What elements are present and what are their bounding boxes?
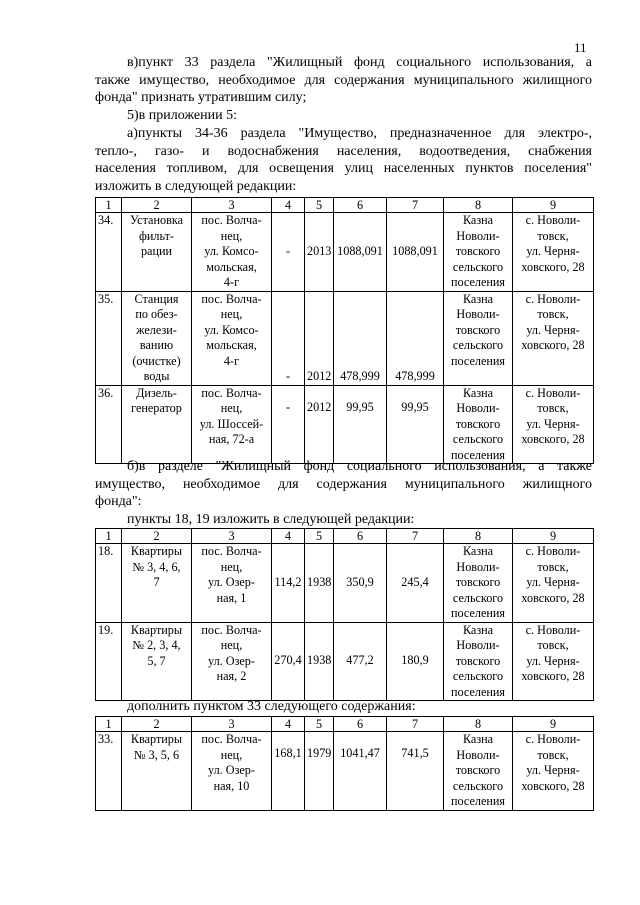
depreciation-value: 741,5 (387, 732, 444, 811)
property-holder: Казна Новоли- товского сельского поселения (444, 291, 513, 385)
paragraph-item-v (95, 54, 592, 107)
table-header-row (96, 529, 594, 544)
property-holder: Казна Новоли- товского сельского поселения (444, 622, 513, 701)
holder-address: с. Новоли- товск, ул. Черня- ховского, 28 (513, 213, 594, 292)
text-line: изложить в следующей редакции: (95, 178, 297, 194)
header-cell: 9 (513, 529, 594, 544)
text-line: б)в разделе "Жилищный фонд социального использования, а также (127, 459, 592, 474)
depreciation-value: 180,9 (387, 622, 444, 701)
holder-address: с. Новоли- товск, ул. Черня- ховского, 28 (513, 544, 594, 623)
property-name: Квартиры № 2, 3, 4, 5, 7 (122, 622, 192, 701)
book-value: 478,999 (334, 291, 387, 385)
depreciation-value: 1088,091 (387, 213, 444, 292)
text-line: населения топливом, для освещения улиц населенных пунктов поселения" (95, 161, 592, 177)
holder-address: с. Новоли- товск, ул. Черня- ховского, 28 (513, 732, 594, 811)
holder-address: с. Новоли- товск, ул. Черня- ховского, 28 (513, 291, 594, 385)
text-line: а)пункты 34-36 раздела "Имущество, предназначенное для электро-, (127, 126, 592, 141)
header-cell: 6 (334, 529, 387, 544)
property-address: пос. Волча- нец, ул. Озер- ная, 10 (192, 732, 272, 811)
property-holder: Казна Новоли- товского сельского поселения (444, 385, 513, 464)
property-holder: Казна Новоли- товского сельского поселения (444, 544, 513, 623)
header-cell: 1 (96, 717, 122, 732)
depreciation-value: 478,999 (387, 291, 444, 385)
text-line: пункты 18, 19 изложить в следующей редакции: (127, 512, 415, 527)
header-cell: 8 (444, 717, 513, 732)
property-name: Станция по обез- желези- ванию (очистке) воды (122, 291, 192, 385)
property-area: 168,1 (272, 732, 305, 811)
property-holder: Казна Новоли- товского сельского поселения (444, 732, 513, 811)
row-number: 35. (96, 291, 122, 385)
table-row (96, 291, 594, 385)
row-number: 34. (96, 213, 122, 292)
header-cell: 8 (444, 529, 513, 544)
property-year: 1938 (305, 622, 334, 701)
book-value: 99,95 (334, 385, 387, 464)
text-line: в)пункт 33 раздела "Жилищный фонд социального использования, а (127, 55, 592, 70)
header-cell: 4 (272, 529, 305, 544)
property-area: 114,2 (272, 544, 305, 623)
row-number: 19. (96, 622, 122, 701)
paragraph-items-18-19 (95, 511, 592, 529)
header-cell: 1 (96, 198, 122, 213)
property-name: Квартиры № 3, 5, 6 (122, 732, 192, 811)
depreciation-value: 245,4 (387, 544, 444, 623)
text-line: имущество, необходимое для содержания муниципального жилищного (95, 476, 592, 492)
paragraph-appendix-5 (95, 107, 592, 125)
property-name: Установка фильт- рации (122, 213, 192, 292)
table-row (96, 544, 594, 623)
property-table-1 (95, 197, 594, 464)
book-value: 1088,091 (334, 213, 387, 292)
header-cell: 2 (122, 717, 192, 732)
property-area: 270,4 (272, 622, 305, 701)
holder-address: с. Новоли- товск, ул. Черня- ховского, 28 (513, 385, 594, 464)
row-number: 18. (96, 544, 122, 623)
table-row (96, 622, 594, 701)
property-address: пос. Волча- нец, ул. Комсо- мольская, 4-г (192, 291, 272, 385)
property-area: - (272, 213, 305, 292)
header-cell: 3 (192, 198, 272, 213)
header-cell: 3 (192, 529, 272, 544)
table-row (96, 213, 594, 292)
header-cell: 7 (387, 198, 444, 213)
text-line: фонда" признать утратившим силу; (95, 90, 307, 106)
header-cell: 5 (305, 198, 334, 213)
header-cell: 6 (334, 717, 387, 732)
property-address: пос. Волча- нец, ул. Озер- ная, 2 (192, 622, 272, 701)
header-cell: 9 (513, 717, 594, 732)
table-header-row (96, 198, 594, 213)
header-cell: 3 (192, 717, 272, 732)
header-cell: 1 (96, 529, 122, 544)
property-table-2 (95, 528, 594, 701)
header-cell: 5 (305, 717, 334, 732)
property-address: пос. Волча- нец, ул. Озер- ная, 1 (192, 544, 272, 623)
row-number: 33. (96, 732, 122, 811)
header-cell: 9 (513, 198, 594, 213)
table-row (96, 385, 594, 464)
property-table-3 (95, 716, 594, 811)
property-year: 1938 (305, 544, 334, 623)
header-cell: 7 (387, 529, 444, 544)
page-number: 11 (574, 40, 587, 55)
property-area: - (272, 291, 305, 385)
text-line: 5)в приложении 5: (127, 108, 237, 123)
header-cell: 4 (272, 717, 305, 732)
text-line: дополнить пунктом 33 следующего содержания: (127, 699, 416, 714)
property-address: пос. Волча- нец, ул. Комсо- мольская, 4-г (192, 213, 272, 292)
header-cell: 2 (122, 529, 192, 544)
row-number: 36. (96, 385, 122, 464)
paragraph-item-b (95, 458, 592, 511)
paragraph-item-a (95, 125, 592, 195)
property-year: 2012 (305, 385, 334, 464)
holder-address: с. Новоли- товск, ул. Черня- ховского, 28 (513, 622, 594, 701)
book-value: 477,2 (334, 622, 387, 701)
header-cell: 7 (387, 717, 444, 732)
property-year: 2013 (305, 213, 334, 292)
table-header-row (96, 717, 594, 732)
property-name: Дизель- генератор (122, 385, 192, 464)
property-year: 1979 (305, 732, 334, 811)
property-holder: Казна Новоли- товского сельского поселения (444, 213, 513, 292)
book-value: 1041,47 (334, 732, 387, 811)
property-area: - (272, 385, 305, 464)
text-line: фонда": (95, 494, 142, 510)
table-row (96, 732, 594, 811)
header-cell: 2 (122, 198, 192, 213)
paragraph-add-item-33 (95, 698, 592, 716)
property-year: 2012 (305, 291, 334, 385)
header-cell: 6 (334, 198, 387, 213)
book-value: 350,9 (334, 544, 387, 623)
text-line: тепло-, газо- и водоснабжения населения, водоотведения, снабжения (95, 143, 592, 159)
header-cell: 4 (272, 198, 305, 213)
property-address: пос. Волча- нец, ул. Шоссей- ная, 72-а (192, 385, 272, 464)
header-cell: 8 (444, 198, 513, 213)
text-line: также имущество, необходимое для содержания муниципального жилищного (95, 72, 592, 88)
depreciation-value: 99,95 (387, 385, 444, 464)
property-name: Квартиры № 3, 4, 6, 7 (122, 544, 192, 623)
header-cell: 5 (305, 529, 334, 544)
